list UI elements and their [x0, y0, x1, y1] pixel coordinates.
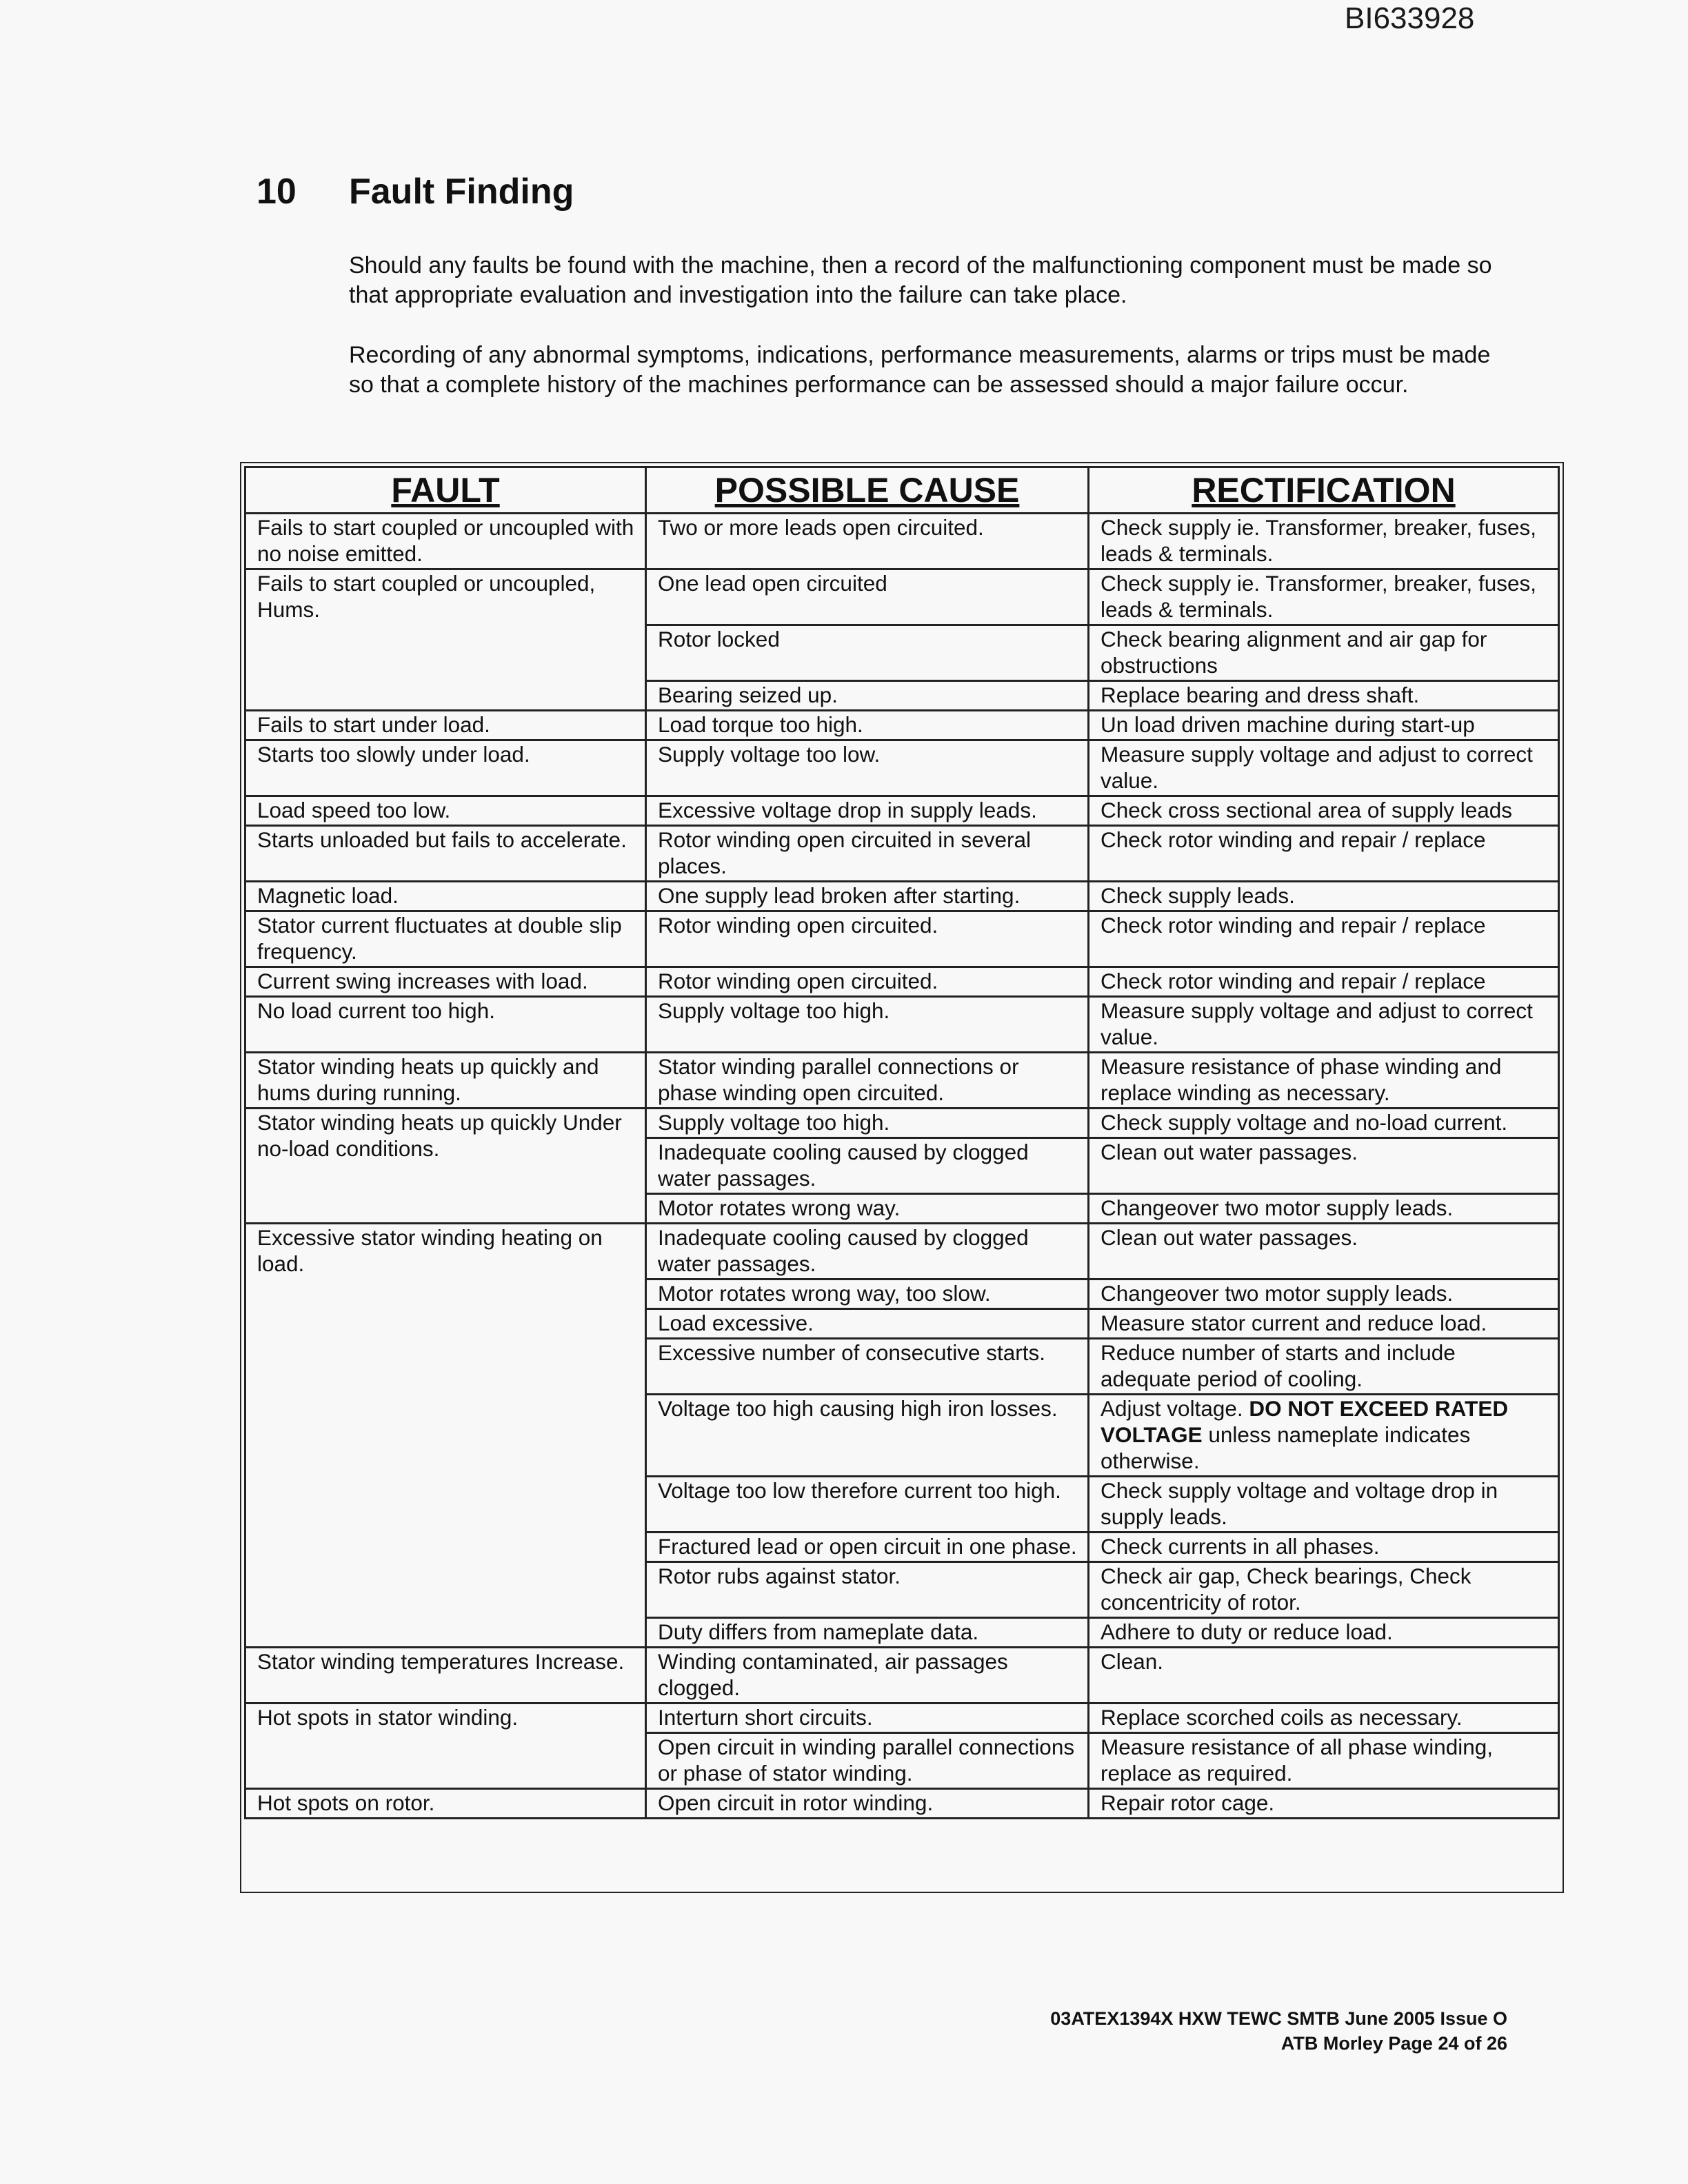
cause-cell: Rotor winding open circuited. [646, 911, 1089, 967]
fault-cell: Excessive stator winding heating on load. [245, 1224, 646, 1648]
rectification-cell: Check air gap, Check bearings, Check concentricity of rotor. [1089, 1562, 1559, 1618]
cause-cell: Supply voltage too high. [646, 1109, 1089, 1138]
cause-cell: One lead open circuited [646, 569, 1089, 625]
rectification-cell: Check supply ie. Transformer, breaker, fuses, leads & terminals. [1089, 569, 1559, 625]
table-row [245, 997, 1559, 1053]
fault-table-frame [240, 462, 1564, 1893]
rectification-cell: Check supply voltage and voltage drop in supply leads. [1089, 1477, 1559, 1533]
fault-cell: Starts unloaded but fails to accelerate. [245, 826, 646, 882]
section-title: Fault Finding [349, 172, 574, 212]
rectification-column-header: RECTIFICATION [1089, 467, 1559, 514]
rectification-cell: Replace scorched coils as necessary. [1089, 1703, 1559, 1733]
cause-cell: Rotor rubs against stator. [646, 1562, 1089, 1618]
rectification-text: unless nameplate indicates otherwise. [1101, 1422, 1471, 1473]
rectification-cell: Measure supply voltage and adjust to correct value. [1089, 740, 1559, 796]
cause-cell: Stator winding parallel connections or phase winding open circuited. [646, 1053, 1089, 1109]
rectification-cell: Check currents in all phases. [1089, 1533, 1559, 1562]
table-row [245, 796, 1559, 826]
rectification-warning: DO NOT EXCEED RATED VOLTAGE [1101, 1396, 1509, 1447]
rectification-cell: Changeover two motor supply leads. [1089, 1194, 1559, 1224]
fault-cell: Stator winding heats up quickly and hums during running. [245, 1053, 646, 1109]
cause-cell: Supply voltage too low. [646, 740, 1089, 796]
rectification-cell: Repair rotor cage. [1089, 1789, 1559, 1819]
cause-cell: Motor rotates wrong way, too slow. [646, 1280, 1089, 1309]
table-row [245, 967, 1559, 997]
rectification-cell: Measure resistance of all phase winding, replace as required. [1089, 1733, 1559, 1789]
cause-cell: Winding contaminated, air passages clogged. [646, 1648, 1089, 1703]
table-row [245, 1224, 1559, 1280]
rectification-cell: Check rotor winding and repair / replace [1089, 911, 1559, 967]
table-row [245, 711, 1559, 740]
intro-paragraph: Recording of any abnormal symptoms, indications, performance measurements, alarms or trips must be made so that a complete history of the machines performance can be assessed should a major failure occur. [349, 342, 1491, 398]
cause-cell: Load excessive. [646, 1309, 1089, 1339]
document-id: BI633928 [1345, 1, 1475, 35]
cause-cell: Interturn short circuits. [646, 1703, 1089, 1733]
rectification-cell: Check cross sectional area of supply leads [1089, 796, 1559, 826]
table-row [245, 911, 1559, 967]
cause-cell: Voltage too low therefore current too high. [646, 1477, 1089, 1533]
rectification-cell: Check supply voltage and no-load current. [1089, 1109, 1559, 1138]
cause-cell: Open circuit in rotor winding. [646, 1789, 1089, 1819]
rectification-cell: Measure resistance of phase winding and replace winding as necessary. [1089, 1053, 1559, 1109]
table-row [245, 1789, 1559, 1819]
intro-paragraph: Should any faults be found with the machine, then a record of the malfunctioning component must be made so that appropriate evaluation and investigation into the failure can take place. [349, 252, 1492, 308]
fault-cell: No load current too high. [245, 997, 646, 1053]
table-row [245, 882, 1559, 911]
table-row [245, 514, 1559, 569]
fault-cell: Load speed too low. [245, 796, 646, 826]
cause-column-header: POSSIBLE CAUSE [646, 467, 1089, 514]
cause-cell: Duty differs from nameplate data. [646, 1618, 1089, 1648]
table-row [245, 1648, 1559, 1703]
rectification-cell: Clean out water passages. [1089, 1138, 1559, 1194]
rectification-cell: Check supply leads. [1089, 882, 1559, 911]
cause-cell: Rotor winding open circuited. [646, 967, 1089, 997]
cause-cell: Rotor locked [646, 625, 1089, 681]
page-footer [1050, 2006, 1507, 2056]
cause-cell: Load torque too high. [646, 711, 1089, 740]
table-header-row [245, 467, 1559, 514]
table-row [245, 1703, 1559, 1733]
rectification-cell: Measure supply voltage and adjust to correct value. [1089, 997, 1559, 1053]
table-row [245, 1053, 1559, 1109]
rectification-cell: Reduce number of starts and include adequate period of cooling. [1089, 1339, 1559, 1395]
rectification-cell: Replace bearing and dress shaft. [1089, 681, 1559, 711]
cause-cell: Inadequate cooling caused by clogged water passages. [646, 1138, 1089, 1194]
rectification-cell: Adhere to duty or reduce load. [1089, 1618, 1559, 1648]
footer-page-number: ATB Morley Page 24 of 26 [1280, 2033, 1507, 2054]
fault-cell: Stator winding heats up quickly Under no-load conditions. [245, 1109, 646, 1224]
fault-column-header: FAULT [245, 467, 646, 514]
cause-cell: Bearing seized up. [646, 681, 1089, 711]
rectification-cell: Measure stator current and reduce load. [1089, 1309, 1559, 1339]
rectification-cell: Check supply ie. Transformer, breaker, fuses, leads & terminals. [1089, 514, 1559, 569]
fault-cell: Fails to start coupled or uncoupled, Hums. [245, 569, 646, 711]
cause-cell: Motor rotates wrong way. [646, 1194, 1089, 1224]
table-row [245, 740, 1559, 796]
cause-cell: One supply lead broken after starting. [646, 882, 1089, 911]
table-body [245, 514, 1559, 1819]
cause-cell: Inadequate cooling caused by clogged water passages. [646, 1224, 1089, 1280]
fault-finding-table [244, 466, 1560, 1819]
cause-cell: Fractured lead or open circuit in one phase. [646, 1533, 1089, 1562]
table-row [245, 1109, 1559, 1138]
cause-cell: Voltage too high causing high iron losses. [646, 1395, 1089, 1477]
fault-cell: Fails to start coupled or uncoupled with no noise emitted. [245, 514, 646, 569]
cause-cell: Excessive voltage drop in supply leads. [646, 796, 1089, 826]
cause-cell: Rotor winding open circuited in several places. [646, 826, 1089, 882]
rectification-cell: Clean. [1089, 1648, 1559, 1703]
table-row [245, 826, 1559, 882]
rectification-text: Adjust voltage. [1101, 1396, 1249, 1421]
fault-cell: Current swing increases with load. [245, 967, 646, 997]
section-number: 10 [257, 172, 297, 212]
footer-reference: 03ATEX1394X HXW TEWC SMTB June 2005 Issue O [1050, 2008, 1507, 2029]
rectification-cell: Check bearing alignment and air gap for obstructions [1089, 625, 1559, 681]
rectification-cell: Un load driven machine during start-up [1089, 711, 1559, 740]
fault-cell: Stator winding temperatures Increase. [245, 1648, 646, 1703]
cause-cell: Excessive number of consecutive starts. [646, 1339, 1089, 1395]
fault-cell: Stator current fluctuates at double slip frequency. [245, 911, 646, 967]
rectification-cell [1089, 1395, 1559, 1477]
cause-cell: Supply voltage too high. [646, 997, 1089, 1053]
cause-cell: Open circuit in winding parallel connections or phase of stator winding. [646, 1733, 1089, 1789]
cause-cell: Two or more leads open circuited. [646, 514, 1089, 569]
fault-cell: Hot spots in stator winding. [245, 1703, 646, 1789]
fault-cell: Magnetic load. [245, 882, 646, 911]
section-heading [257, 171, 574, 212]
fault-cell: Hot spots on rotor. [245, 1789, 646, 1819]
fault-cell: Starts too slowly under load. [245, 740, 646, 796]
table-row [245, 569, 1559, 625]
fault-cell: Fails to start under load. [245, 711, 646, 740]
rectification-cell: Check rotor winding and repair / replace [1089, 967, 1559, 997]
rectification-cell: Clean out water passages. [1089, 1224, 1559, 1280]
rectification-cell: Check rotor winding and repair / replace [1089, 826, 1559, 882]
rectification-cell: Changeover two motor supply leads. [1089, 1280, 1559, 1309]
